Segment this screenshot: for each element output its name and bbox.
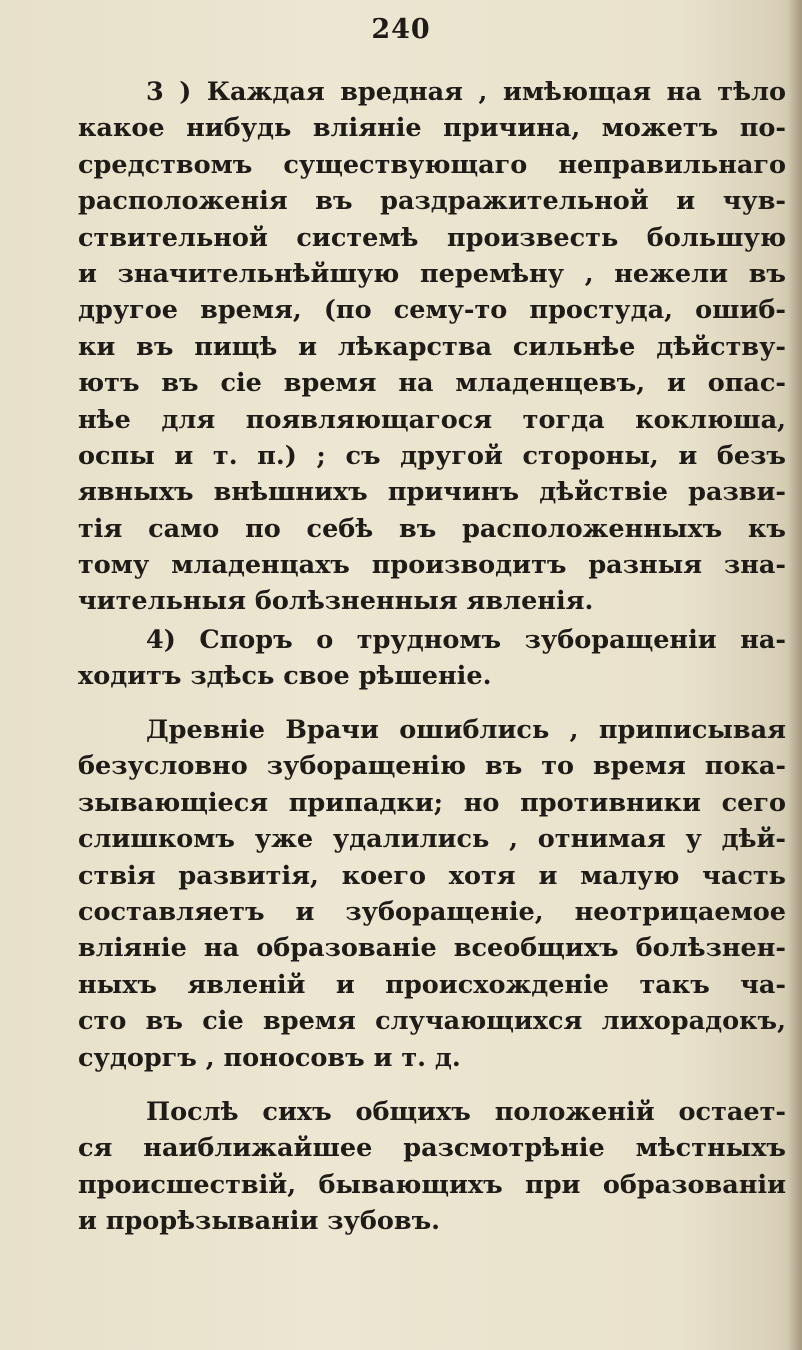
text-line: зывающіеся припадки; но противники сего — [78, 787, 786, 818]
text-line: 3 ) Каждая вредная , имѣющая на тѣло — [146, 77, 786, 107]
text-line: безусловно зуборащенію въ то время пока- — [78, 751, 786, 782]
text-line: тому младенцахъ производитъ разныя зна- — [78, 550, 786, 581]
text-line: оспы и т. п.) ; съ другой стороны, и безъ — [78, 440, 786, 471]
text-line: чительныя болѣзненныя явленія. — [78, 586, 594, 617]
text-line: слишкомъ уже удалились , отнимая у дѣй- — [78, 824, 786, 855]
paragraph-2 — [78, 622, 786, 695]
text-line: происшествій, бывающихъ при образованіи — [78, 1169, 786, 1200]
paragraph-3 — [78, 712, 786, 1076]
text-line: ствія развитія, коего хотя и малую часть — [78, 860, 786, 891]
text-line: ютъ въ сіе время на младенцевъ, и опас- — [78, 368, 786, 399]
text-line: ходитъ здѣсь свое рѣшеніе. — [78, 661, 492, 692]
page-spine-shadow — [788, 0, 802, 1350]
text-line: ныхъ явленій и происхожденіе такъ ча- — [78, 969, 786, 1000]
text-line: другое время, (по сему-то простуда, ошиб- — [78, 295, 786, 326]
text-line: средствомъ существующаго неправильнаго — [78, 149, 786, 180]
text-line: составляетъ и зуборащеніе, неотрицаемое — [78, 896, 786, 927]
text-line: Древніе Врачи ошиблись , приписывая — [146, 715, 786, 745]
text-line: сто въ сіе время случающихся лихорадокъ, — [78, 1006, 786, 1037]
text-line: ствительной системѣ произвесть большую — [78, 222, 786, 253]
text-line: ки въ пищѣ и лѣкарства сильнѣе дѣйству- — [78, 331, 786, 362]
text-line: нѣе для появляющагося тогда коклюша, — [78, 404, 786, 435]
text-line: 4) Споръ о трудномъ зуборащеніи на- — [146, 625, 786, 655]
text-line: и значительнѣйшую перемѣну , нежели въ — [78, 258, 786, 289]
text-line: вліяніе на образованіе всеобщихъ болѣзнен- — [78, 933, 786, 964]
text-line: судоргъ , поносовъ и т. д. — [78, 1042, 461, 1073]
text-line: какое нибудь вліяніе причина, можетъ по- — [78, 113, 786, 144]
paragraph-1 — [78, 74, 786, 620]
page-number: 240 — [371, 14, 431, 45]
text-line: и прорѣзываніи зубовъ. — [78, 1206, 441, 1237]
text-line: явныхъ внѣшнихъ причинъ дѣйствіе разви- — [78, 477, 786, 508]
text-line: ся наиближайшее разсмотрѣніе мѣстныхъ — [78, 1133, 786, 1164]
text-line: тія само по себѣ въ расположенныхъ къ — [78, 513, 786, 544]
text-line: расположенія въ раздражительной и чув- — [78, 186, 786, 217]
paragraph-4 — [78, 1094, 786, 1240]
text-line: Послѣ сихъ общихъ положеній остает- — [146, 1097, 786, 1127]
